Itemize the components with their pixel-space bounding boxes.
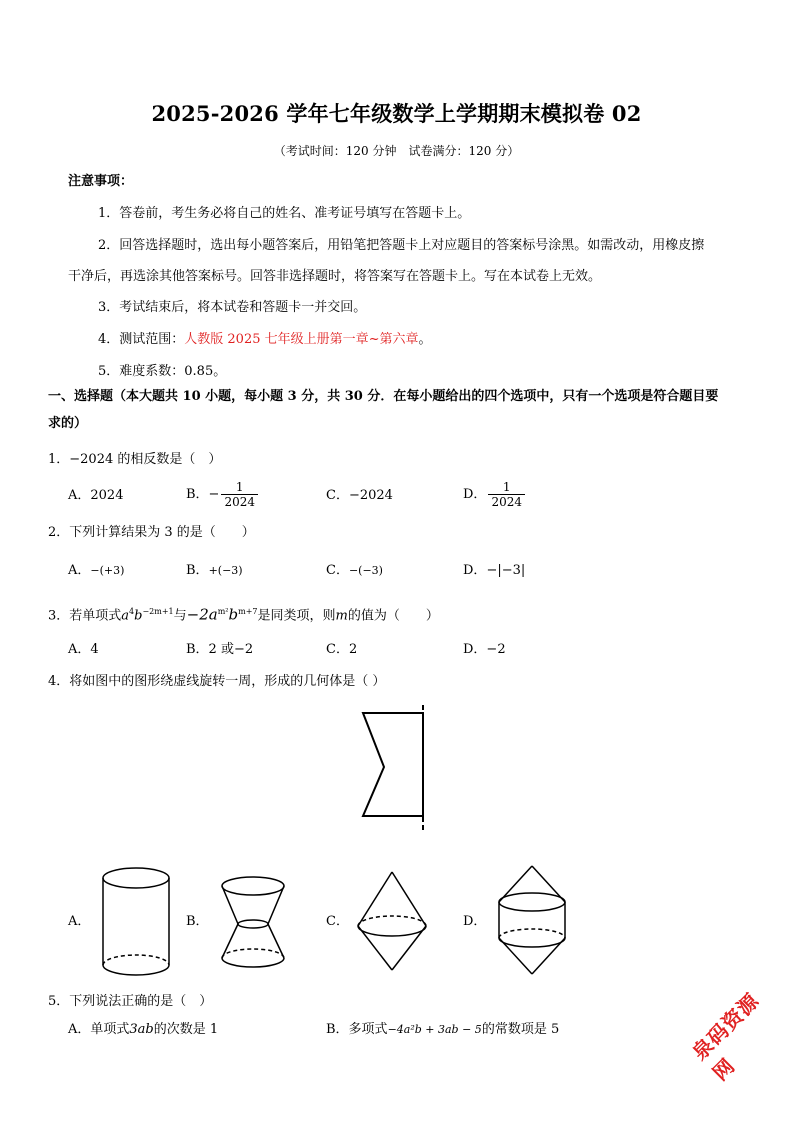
- q3-stem-suffix2: 的值为（ ）: [347, 608, 439, 624]
- q4-option-d-cone-cylinder-cone: [492, 862, 572, 982]
- q3-stem-suffix1: 是同类项，则: [257, 608, 336, 624]
- notes-heading: 注意事项：: [68, 174, 134, 189]
- q3-mono1-b: b: [134, 608, 143, 624]
- q3-option-b: B．2 或−2: [186, 642, 254, 657]
- q3-mono1-a: a: [121, 608, 130, 624]
- note-item-5: 5．难度系数：0.85。: [98, 364, 227, 379]
- q3-stem: [48, 603, 439, 625]
- q2-a-expr: −(+3): [90, 564, 125, 577]
- q3-mono1-exp1: 4: [129, 607, 135, 616]
- page-title: 2025-2026 学年七年级数学上学期期末模拟卷 02: [151, 101, 642, 126]
- q3-stem-mid: 与: [173, 608, 187, 624]
- q4-option-c-label: C．: [326, 914, 349, 929]
- q1-option-d: [463, 480, 525, 509]
- q1-d-prefix: D．: [463, 487, 487, 502]
- q2-b-expr: +(−3): [208, 564, 243, 577]
- scope-value: 人教版 2025 七年级上册第一章~第六章: [184, 332, 419, 347]
- q5-option-b: [326, 1021, 559, 1039]
- q4-option-a-label: A．: [68, 914, 91, 929]
- q5-a-prefix: A．单项式: [68, 1022, 130, 1037]
- q5-a-expr: 3ab: [129, 1022, 154, 1037]
- q3-mono2-coef: −2a: [186, 605, 218, 624]
- watermark-stamp: 泉码资源网: [687, 988, 764, 1086]
- q3-mono2-exp2: m+7: [238, 607, 258, 616]
- q2-d-expr: −|−3|: [486, 563, 526, 578]
- q1-d-fraction: [488, 480, 525, 509]
- note-item-2: 2．回答选择题时，选出每小题答案后，用铅笔把答题卡上对应题目的答案标号涂黑。如需改动，用橡皮擦: [98, 238, 705, 253]
- q4-stem: 4．将如图中的图形绕虚线旋转一周，形成的几何体是（ ）: [48, 674, 386, 689]
- q2-b-label: B．: [186, 563, 209, 578]
- q1-b-prefix: B．−: [186, 487, 220, 502]
- q3-mono2-exp1: m²: [217, 607, 229, 616]
- section-heading-line2: 求的）: [48, 416, 88, 431]
- q5-stem: 5．下列说法正确的是（ ）: [48, 994, 213, 1009]
- q5-b-expr: −4a²b + 3ab − 5: [387, 1023, 482, 1036]
- q5-option-a: [68, 1021, 218, 1039]
- q2-stem: 2．下列计算结果为 3 的是（ ）: [48, 525, 255, 540]
- q2-c-expr: −(−3): [348, 564, 383, 577]
- q2-option-c: [326, 562, 383, 580]
- q4-option-b-double-frustum: [216, 872, 291, 972]
- q1-stem: 1．−2024 的相反数是（ ）: [48, 452, 222, 467]
- note-item-4: [98, 331, 432, 349]
- q3-option-c: C．2: [326, 642, 358, 657]
- q5-b-prefix: B．多项式: [326, 1022, 388, 1037]
- q2-option-b: [186, 562, 243, 580]
- q3-mono2-b: b: [228, 605, 239, 624]
- q4-option-a-cylinder: [96, 860, 176, 985]
- scope-suffix: 。: [418, 332, 432, 347]
- note-item-3: 3．考试结束后，将本试卷和答题卡一并交回。: [98, 300, 367, 315]
- q1-d-num: 1: [488, 480, 525, 495]
- q1-option-a: A．2024: [68, 488, 124, 503]
- q1-option-c: C．−2024: [326, 488, 393, 503]
- q3-mono1-exp2: −2m+1: [142, 607, 174, 616]
- q2-option-a: [68, 562, 124, 580]
- q5-b-suffix: 的常数项是 5: [481, 1022, 560, 1037]
- q3-option-d: D．−2: [463, 642, 506, 657]
- q1-b-num: 1: [221, 480, 258, 495]
- q1-b-den: 2024: [224, 495, 255, 509]
- q4-shape: [363, 713, 423, 816]
- page-subtitle: （考试时间：120 分钟 试卷满分：120 分）: [273, 144, 520, 158]
- q3-var-m: m: [335, 608, 348, 624]
- q2-option-d: [463, 562, 525, 580]
- q3-stem-prefix: 3．若单项式: [48, 608, 122, 624]
- note-item-2-cont: 干净后，再选涂其他答案标号。回答非选择题时，将答案写在答题卡上。写在本试卷上无效。: [68, 269, 602, 284]
- q4-rotation-figure: [350, 705, 440, 835]
- q2-d-label: D．: [463, 563, 487, 578]
- q2-c-label: C．: [326, 563, 349, 578]
- q3-option-a: A．4: [68, 642, 99, 657]
- q4-option-c-double-cone: [352, 868, 432, 983]
- q4-option-d-label: D．: [463, 914, 487, 929]
- q4-option-b-label: B．: [186, 914, 209, 929]
- scope-prefix: 4．测试范围：: [98, 332, 185, 347]
- q1-d-den: 2024: [491, 495, 522, 509]
- q5-a-suffix: 的次数是 1: [153, 1022, 219, 1037]
- q2-a-label: A．: [68, 563, 91, 578]
- q1-b-fraction: [221, 480, 258, 509]
- note-item-1: 1．答卷前，考生务必将自己的姓名、准考证号填写在答题卡上。: [98, 206, 471, 221]
- section-heading-line1: 一、选择题（本大题共 10 小题，每小题 3 分，共 30 分．在每小题给出的四个选项中，只有一个选项是符合题目要: [48, 389, 719, 404]
- q1-option-b: [186, 480, 258, 509]
